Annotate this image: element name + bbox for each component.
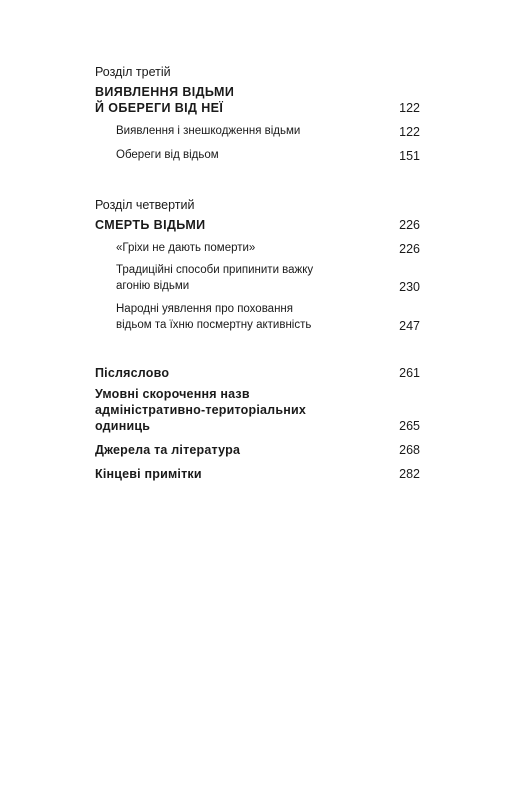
toc-item-ch3-1: Виявлення і знешкодження відьми	[116, 125, 301, 137]
toc-item-ch3-1-page: 122	[399, 125, 420, 139]
chapter-3-title-line2: Й ОБЕРЕГИ ВІД НЕЇ	[95, 101, 224, 115]
chapter-3-title-line1: ВИЯВЛЕННЯ ВІДЬМИ	[95, 85, 235, 99]
toc-item-ch3-2-page: 151	[399, 149, 420, 163]
toc-item-ch4-3-line1: Народні уявлення про поховання	[116, 303, 294, 315]
back-matter-sources-page: 268	[399, 443, 420, 457]
toc-item-ch4-1-page: 226	[399, 242, 420, 256]
back-matter-abbreviations-line3: одиниць	[95, 419, 151, 433]
back-matter-abbreviations-page: 265	[399, 419, 420, 433]
back-matter-endnotes-page: 282	[399, 467, 420, 481]
toc-item-ch4-2-page: 230	[399, 280, 420, 294]
back-matter-afterword-page: 261	[399, 366, 420, 380]
toc-item-ch3-2: Обереги від відьом	[116, 149, 219, 161]
toc-item-ch4-3-line2: відьом та їхню посмертну активність	[116, 319, 312, 331]
chapter-4-label: Розділ четвертий	[95, 198, 195, 212]
back-matter-sources: Джерела та література	[95, 443, 241, 457]
toc-item-ch4-2-line2: агонію відьми	[116, 280, 190, 292]
back-matter-abbreviations-line2: адміністративно-територіальних	[95, 403, 306, 417]
toc-item-ch4-2-line1: Традиційні способи припинити важку	[116, 264, 314, 276]
toc-item-ch4-3-page: 247	[399, 319, 420, 333]
back-matter-afterword: Післяслово	[95, 366, 170, 380]
toc-item-ch4-1: «Гріхи не дають померти»	[116, 242, 256, 254]
chapter-3-label: Розділ третій	[95, 65, 171, 79]
back-matter-abbreviations-line1: Умовні скорочення назв	[95, 387, 250, 401]
back-matter-endnotes: Кінцеві примітки	[95, 467, 202, 481]
chapter-3-page: 122	[399, 101, 420, 115]
chapter-4-page: 226	[399, 218, 420, 232]
chapter-4-title: СМЕРТЬ ВІДЬМИ	[95, 218, 206, 232]
